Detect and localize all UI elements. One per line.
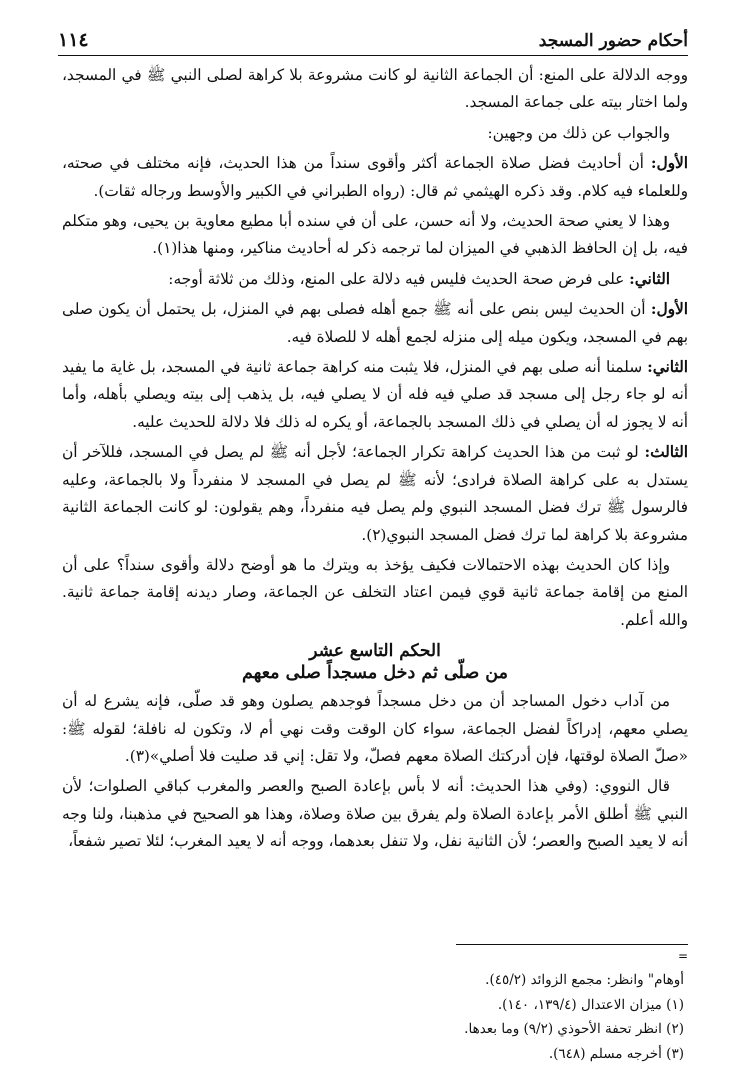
paragraph: وهذا لا يعني صحة الحديث، ولا أنه حسن، على أن في سنده أبا مطيع معاوية بن يحيى، وهو متكلم فيه، بل إن الحافظ الذهبي في الميزان لما ترجمه ذكر له أحاديث مناكير، ومنها هذا(١).: [62, 212, 688, 258]
paragraph-lead: الثالث:: [644, 443, 688, 462]
paragraph: ووجه الدلالة على المنع: أن الجماعة الثانية لو كانت مشروعة بلا كراهة لصلى النبي ﷺ في المسجد، ولما اختار بيته على جماعة المسجد.: [62, 66, 688, 112]
paragraph: [62, 439, 688, 549]
paragraph-lead: الأول:: [650, 300, 688, 319]
running-title: أحكام حضور المسجد: [538, 31, 688, 51]
footnote-separator: [456, 944, 688, 945]
footnote-1: (١) ميزان الاعتدال (١٣٩/٤، ١٤٠).: [497, 996, 684, 1013]
footnotes: [62, 968, 684, 1066]
paragraph-lead: الأول:: [650, 154, 688, 173]
paragraph: [62, 354, 688, 436]
footnote-continuation-mark: =: [677, 949, 688, 963]
paragraph-text: أن الحديث ليس بنص على أنه ﷺ جمع أهله فصلى بهم في المنزل، بل يحتمل أن يكون صلى بهم في المسجد، ويكون ميله إلى منزله لجمع أهله لا للصلاة فيه.: [62, 300, 688, 346]
page-header: [58, 22, 688, 56]
paragraph-lead: الثاني:: [647, 358, 688, 377]
paragraph: قال النووي: (وفي هذا الحديث: أنه لا بأس بإعادة الصبح والعصر والمغرب كباقي الصلوات؛ لأن النبي ﷺ أطلق الأمر بإعادة الصلاة ولم يفرق بين صلاة وصلاة، وهذا هو الصحيح في مذهبنا، ولنا وجه أنه لا يعيد الصبح والعصر؛ لأن الثانية نفل، ولا تنفل بعدهما، ووجه أنه لا يعيد المغرب؛ لئلا تصير شفعاً،: [62, 777, 688, 851]
section-subtitle: من صلّى ثم دخل مسجداً صلى معهم: [242, 663, 508, 684]
paragraph-text: سلمنا أنه صلى بهم في المنزل، فلا يثبت منه كراهة جماعة ثانية في المسجد، بل غاية ما يفيد أنه لو جاء رجل إلى مسجد قد صلي فيه فله أن لا يصلي فيه، بل يذهب إلى بيته ويصلي بأهله، وأما أنه لا يجوز له أن يصلي في ذلك المسجد بالجماعة، أو يكره له ذلك فلا دلالة للحديث عليه.: [62, 358, 688, 431]
page-number: ١١٤: [58, 29, 89, 51]
paragraph-text: لو ثبت من هذا الحديث كراهة تكرار الجماعة؛ لأجل أنه ﷺ لم يصل في المسجد، فللآخر أن يستدل به على كراهة الصلاة فرادى؛ لأنه ﷺ لم يصل في المسجد لا منفرداً ولا بالجماعة، وعليه فالرسول ﷺ ترك فضل المسجد النبوي ولم يصل فيه منفرداً، وهم يقولون: لو كانت الجماعة الثانية مشروعة بلا كراهة لما ترك فضل المسجد النبوي(٢).: [62, 443, 688, 544]
footnote-continuation: أوهام" وانظر: مجمع الزوائد (٤٥/٢).: [485, 972, 684, 988]
paragraph: وإذا كان الحديث بهذه الاحتمالات فكيف يؤخذ به ويترك ما هو أوضح دلالة وأقوى سنداً؟ على أن المنع من إقامة جماعة ثانية قوي فيمن اعتاد التخلف عن الجماعة، وصار ديدنه إقامة جماعة ثانية. والله أعلم.: [62, 555, 688, 629]
paragraph: والجواب عن ذلك من وجهين:: [487, 123, 670, 142]
footnote-3: (٣) أخرجه مسلم (٦٤٨).: [548, 1045, 684, 1062]
paragraph: [62, 266, 688, 293]
paragraph: من آداب دخول المساجد أن من دخل مسجداً فوجدهم يصلون وهو قد صلّى، فإنه يشرع له أن يصلي معهم، إدراكاً لفضل الجماعة، سواء كان الوقت وقت نهي أم لا، وتكون له نافلة؛ لقوله ﷺ: «صلّ الصلاة لوقتها، فإن أدركتك الصلاة معهم فصلّ، ولا تقل: إني قد صليت فلا أصلي»(٣).: [62, 692, 688, 765]
footnote-2: (٢) انظر تحفة الأحوذي (٩/٢) وما بعدها.: [464, 1021, 684, 1037]
paragraph-text: أن أحاديث فضل صلاة الجماعة أكثر وأقوى سنداً من هذا الحديث، فإنه مختلف في صحته، وللعلماء فيه كلام. وقد ذكره الهيثمي ثم قال: (رواه الطبراني في الكبير والأوسط ورجاله ثقات).: [62, 154, 688, 200]
main-text: [62, 62, 688, 859]
paragraph: [62, 296, 688, 351]
section-title: الحكم التاسع عشر: [309, 641, 441, 662]
paragraph-lead: الثاني:: [629, 269, 670, 288]
paragraph: [62, 150, 688, 205]
paragraph-text: على فرض صحة الحديث فليس فيه دلالة على المنع، وذلك من ثلاثة أوجه:: [168, 269, 630, 288]
section-heading: [62, 640, 688, 684]
